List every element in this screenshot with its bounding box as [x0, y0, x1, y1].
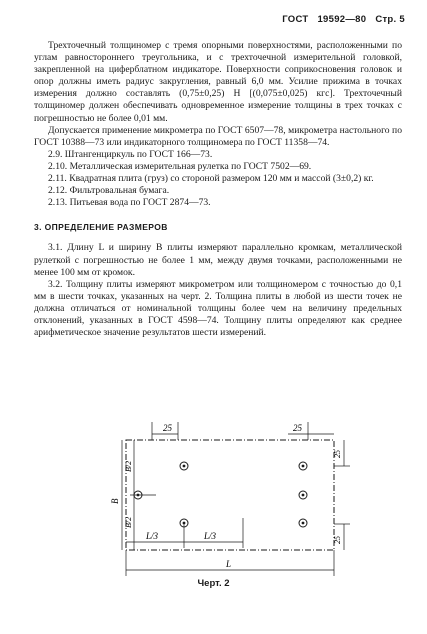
- paragraph-three-point-gauge: Трехточечный толщиномер с тремя опорными поверхностями, расположенными по углам равностороннего треугольника, и с трехточечной измерительной головкой, закрепленной на циферблатном индикаторе. Поверхности соприкосновения головок и опор должны иметь радиус закругления, равный 6,0 мм. Усилие прижима в точках измерения должно составлять (0,75±0,25) Н [(0,075±0,025) кгс]. Трехточечный толщиномер должен обеспечивать одновременное измерение толщины в трех точках с погрешностью не более 0,01 мм.: [34, 40, 402, 124]
- dim-b-label: B: [110, 498, 120, 504]
- measurement-diagram: [100, 420, 354, 580]
- dim-right-top-label: 25: [333, 450, 342, 458]
- dim-l-label: L: [226, 559, 232, 569]
- dim-l3-left-label: L/3: [146, 531, 159, 541]
- item-2-12: 2.12. Фильтровальная бумага.: [48, 185, 170, 197]
- item-2-11: 2.11. Квадратная плита (груз) со стороной размером 120 мм и массой (3±0,2) кг.: [48, 173, 374, 185]
- header-standard-number: 19592—80: [317, 14, 367, 25]
- dim-l3-mid-label: L/3: [204, 531, 217, 541]
- measurement-points: [134, 462, 307, 527]
- item-2-13: 2.13. Питьевая вода по ГОСТ 2874—73.: [48, 197, 211, 209]
- measurement-point-center: [302, 522, 305, 525]
- dim-top-left-label: 25: [163, 423, 172, 433]
- paragraph-3-2: 3.2. Толщину плиты измеряют микрометром или толщиномером с точностью до 0,1 мм в шести точках, указанных на черт. 2. Толщина плиты в любой из шести точек не должна отличаться от номинальной толщины более чем на величину предельных отклонений, указанных в ГОСТ 4598—74. Толщину плиты определяют как среднее арифметическое значение результатов шести измерений.: [34, 278, 402, 339]
- measurement-point-center: [302, 494, 305, 497]
- header-gost: ГОСТ: [282, 14, 309, 25]
- header-page-number: Стр. 5: [375, 14, 405, 25]
- item-2-10: 2.10. Металлическая измерительная рулетка по ГОСТ 7502—69.: [48, 160, 312, 172]
- body-text: [34, 40, 402, 339]
- item-2-9: 2.9. Штангенциркуль по ГОСТ 166—73.: [48, 148, 213, 160]
- figure-caption: Черт. 2: [197, 578, 230, 589]
- page-header: [276, 14, 405, 25]
- dim-top-right-label: 25: [293, 423, 302, 433]
- paragraph-3-1: 3.1. Длину L и ширину B плиты измеряют параллельно кромкам, металлической рулеткой с погрешностью не более 1 мм, между двумя точками, расположенными не менее 100 мм от кромок.: [34, 242, 402, 278]
- paragraph-micrometer: Допускается применение микрометра по ГОСТ 6507—78, микрометра настольного по ГОСТ 10388—73 или индикаторного толщиномера по ГОСТ 11358—74.: [34, 124, 402, 148]
- measurement-point-center: [183, 465, 186, 468]
- dim-right-bottom-label: 25: [333, 536, 342, 544]
- dim-b2-bottom-label: B/2: [124, 516, 133, 528]
- measurement-point-center: [137, 494, 140, 497]
- section-title: 3. ОПРЕДЕЛЕНИЕ РАЗМЕРОВ: [34, 222, 168, 233]
- measurement-point-center: [302, 465, 305, 468]
- dim-b2-top-label: B/2: [124, 460, 133, 472]
